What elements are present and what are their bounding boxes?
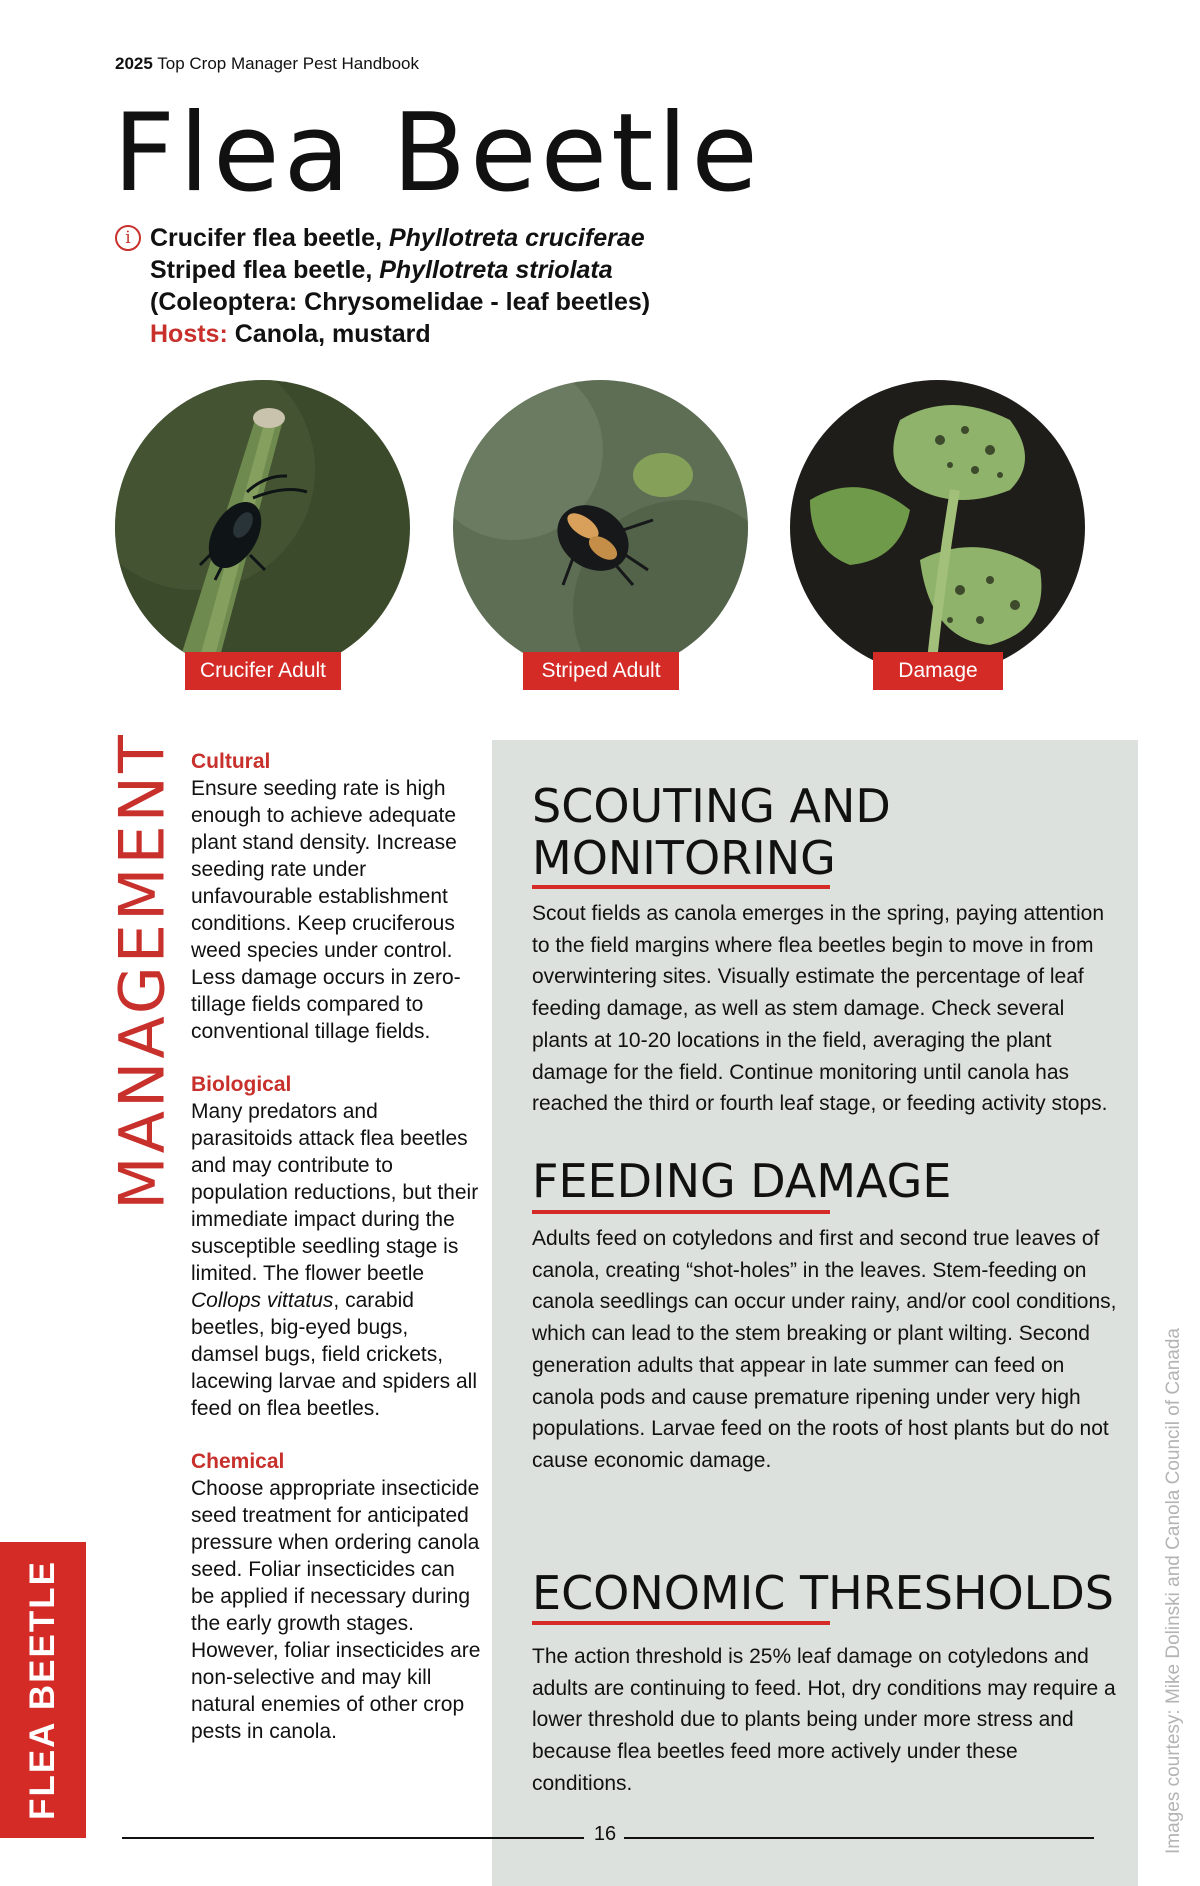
page-number: 16 [593, 1823, 617, 1845]
feeding-divider [532, 1210, 830, 1214]
leaf-damage-photo [790, 380, 1085, 675]
side-tab-label: FLEA BEETLE [23, 1560, 62, 1820]
image-credit-text: Images courtesy: Mike Dolinski and Canola Council of Canada [1163, 1328, 1184, 1854]
biological-text [191, 1098, 481, 1422]
feeding-heading: FEEDING DAMAGE [532, 1154, 952, 1208]
species-latin-name: Phyllotreta cruciferae [388, 224, 645, 252]
species-common-name: Striped flea beetle, [150, 256, 380, 284]
image-credit [1161, 1328, 1187, 1854]
crucifer-beetle-photo [115, 380, 410, 675]
biological-text-start: Many predators and parasitoids attack flea beetles and may contribute to population reductions, but their immediate impact during the susceptible seedling stage is limited. The flower beetle [191, 1100, 479, 1285]
scouting-heading-line2: MONITORING [532, 831, 836, 885]
species-latin-name: Phyllotreta striolata [379, 256, 613, 284]
scouting-divider [532, 885, 830, 889]
biological-text-end: , carabid beetles, big-eyed bugs, damsel bugs, field crickets, lacewing larvae and spiders all feed on flea beetles. [191, 1289, 477, 1420]
info-icon: i [115, 225, 141, 251]
species-line-striped [150, 254, 650, 286]
striped-beetle-photo [453, 380, 748, 675]
thresholds-text: The action threshold is 25% leaf damage on cotyledons and adults are continuing to feed. Hot, dry conditions may require a lower threshold due to plants being under more stress and because flea beetles feed more actively under these conditions. [532, 1645, 1116, 1795]
header-year: 2025 [115, 54, 153, 73]
scouting-heading [532, 780, 891, 884]
cultural-heading: Cultural [191, 750, 271, 773]
feeding-text: Adults feed on cotyledons and first and second true leaves of canola, creating “shot-holes” in the leaves. Stem-feeding on canola seedlings can occur under rainy, and/or cool conditions, which can lead to the stem breaking or plant wilting. Second generation adults that appear in late summer can feed on canola pods and cause premature ripening under very high populations. Larvae feed on the roots of host plants but do not cause economic damage. [532, 1227, 1117, 1472]
footer-rule-right [624, 1837, 1094, 1839]
photo-label-damage: Damage [873, 652, 1003, 690]
management-heading [105, 732, 179, 1210]
thresholds-divider [532, 1621, 830, 1625]
header-publication: Top Crop Manager Pest Handbook [157, 54, 420, 73]
species-classification: (Coleoptera: Chrysomelidae - leaf beetles) [150, 288, 651, 316]
cultural-text: Ensure seeding rate is high enough to achieve adequate plant stand density. Increase seeding rate under unfavourable establishment conditions. Keep cruciferous weed species under control. Less damage occurs in zero-tillage fields compared to conventional tillage fields. [191, 777, 461, 1043]
scouting-text: Scout fields as canola emerges in the spring, paying attention to the field margins where flea beetles begin to move in from overwintering sites. Visually estimate the percentage of leaf feeding damage, as well as stem damage. Check several plants at 10-20 locations in the field, averaging the plant damage for the field. Continue monitoring until canola has reached the third or fourth leaf stage, or feeding activity stops. [532, 902, 1108, 1116]
scouting-heading-line1: SCOUTING AND [532, 779, 891, 833]
biological-species-name: Collops vittatus [191, 1289, 334, 1312]
photo-label-crucifer-adult: Crucifer Adult [185, 652, 341, 690]
chemical-text: Choose appropriate insecticide seed treatment for anticipated pressure when ordering canola seed. Foliar insecticides can be applied if necessary during the early growth stages. However, foliar insecticides are non-selective and may kill natural enemies of other crop pests in canola. [191, 1477, 481, 1743]
biological-heading: Biological [191, 1073, 292, 1096]
chemical-heading: Chemical [191, 1450, 285, 1473]
species-line-crucifer [150, 222, 650, 254]
hosts-line [150, 318, 650, 350]
hosts-value: Canola, mustard [234, 320, 431, 348]
footer-rule-left [122, 1837, 584, 1839]
publication-header [115, 54, 419, 74]
thresholds-heading: ECONOMIC THRESHOLDS [532, 1566, 1114, 1620]
management-column [191, 748, 481, 1771]
page-title: Flea Beetle [113, 91, 762, 216]
species-block [150, 222, 650, 350]
hosts-label: Hosts: [150, 320, 228, 348]
species-common-name: Crucifer flea beetle, [150, 224, 389, 252]
section-side-tab [0, 1542, 86, 1838]
management-heading-text: MANAGEMENT [105, 732, 179, 1210]
photo-label-striped-adult: Striped Adult [523, 652, 679, 690]
